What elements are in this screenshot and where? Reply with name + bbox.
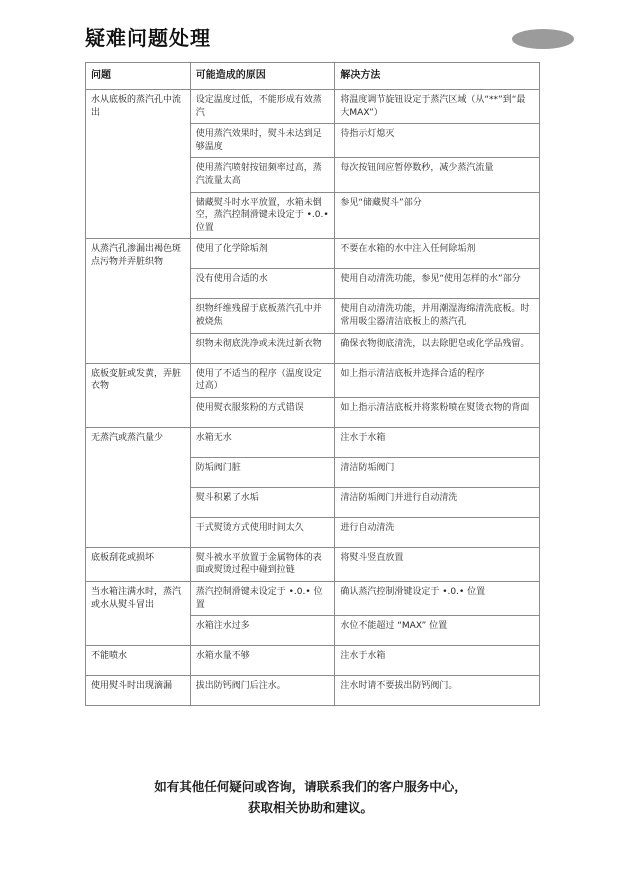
problem-cell: 不能喷水: [86, 646, 191, 676]
solution-cell: 清洁防垢阀门: [335, 457, 540, 487]
problem-cell: 底板变脏或发黄，弄脏衣物: [86, 363, 191, 427]
problem-cell: 使用熨斗时出现滴漏: [86, 676, 191, 706]
table-row: [86, 363, 540, 397]
solution-cell: 注水于水箱: [335, 646, 540, 676]
troubleshooting-table: [85, 62, 540, 706]
problem-cell: 水从底板的蒸汽孔中流出: [86, 90, 191, 239]
decoration-oval: [512, 29, 574, 49]
table-row: [86, 239, 540, 269]
cause-cell: 水箱无水: [190, 427, 335, 457]
solution-cell: 参见“储藏熨斗”部分: [335, 192, 540, 239]
cause-cell: 使用了不适当的程序（温度设定过高）: [190, 363, 335, 397]
solution-cell: 将温度调节旋钮设定于蒸汽区域（从“**”到“最大MAX”）: [335, 90, 540, 124]
column-header-problem: 问题: [86, 63, 191, 90]
solution-cell: 使用自动清洗功能，并用潮湿海绵清洗底板。时常用吸尘器清洁底板上的蒸汽孔: [335, 299, 540, 333]
solution-cell: 如上指示清洁底板并选择合适的程序: [335, 363, 540, 397]
cause-cell: 使用蒸汽效果时，熨斗未达到足够温度: [190, 124, 335, 158]
column-header-cause: 可能造成的原因: [190, 63, 335, 90]
cause-cell: 储藏熨斗时水平放置，水箱未倒空，蒸汽控制滑键未设定于 •.0.• 位置: [190, 192, 335, 239]
page-title: 疑难问题处理: [85, 26, 211, 50]
solution-cell: 待指示灯熄灭: [335, 124, 540, 158]
table-row: [86, 676, 540, 706]
cause-cell: 水箱水量不够: [190, 646, 335, 676]
cause-cell: 熨斗积累了水垢: [190, 487, 335, 517]
solution-cell: 注水时请不要拔出防钙阀门。: [335, 676, 540, 706]
solution-cell: 注水于水箱: [335, 427, 540, 457]
cause-cell: 没有使用合适的水: [190, 269, 335, 299]
footer-line-1: 如有其他任何疑问或咨询，请联系我们的客户服务中心，: [154, 779, 467, 794]
solution-cell: 确认蒸汽控制滑键设定于 •.0.• 位置: [335, 581, 540, 615]
cause-cell: 织物纤维残留于底板蒸汽孔中并被烧焦: [190, 299, 335, 333]
table-row: [86, 90, 540, 124]
problem-cell: 无蒸汽或蒸汽量少: [86, 427, 191, 547]
table-row: [86, 427, 540, 457]
problem-cell: 底板刮花或损坏: [86, 547, 191, 581]
cause-cell: 防垢阀门脏: [190, 457, 335, 487]
cause-cell: 使用了化学除垢剂: [190, 239, 335, 269]
cause-cell: 使用熨衣服浆粉的方式错误: [190, 397, 335, 427]
solution-cell: 水位不能超过 “MAX” 位置: [335, 616, 540, 646]
cause-cell: 织物未彻底洗净或未洗过新衣物: [190, 333, 335, 363]
cause-cell: 熨斗被水平放置于金属物体的表面或熨烫过程中碰到拉链: [190, 547, 335, 581]
cause-cell: 设定温度过低，不能形成有效蒸汽: [190, 90, 335, 124]
cause-cell: 使用蒸汽喷射按钮频率过高，蒸汽流量太高: [190, 158, 335, 192]
cause-cell: 拔出防钙阀门后注水。: [190, 676, 335, 706]
cause-cell: 蒸汽控制滑键未设定于 •.0.• 位置: [190, 581, 335, 615]
solution-cell: 如上指示清洁底板并将浆粉喷在熨烫衣物的背面: [335, 397, 540, 427]
solution-cell: 使用自动清洗功能，参见“使用怎样的水”部分: [335, 269, 540, 299]
solution-cell: 清洁防垢阀门并进行自动清洗: [335, 487, 540, 517]
table-header-row: [86, 63, 540, 90]
cause-cell: 水箱注水过多: [190, 616, 335, 646]
cause-cell: 干式熨烫方式使用时间太久: [190, 517, 335, 547]
footer-line-2: 获取相关协助和建议。: [247, 800, 373, 816]
solution-cell: 确保衣物彻底清洗，以去除肥皂或化学品残留。: [335, 333, 540, 363]
table-row: [86, 581, 540, 615]
solution-cell: 进行自动清洗: [335, 517, 540, 547]
solution-cell: 将熨斗竖直放置: [335, 547, 540, 581]
solution-cell: 不要在水箱的水中注入任何除垢剂: [335, 239, 540, 269]
table-row: [86, 547, 540, 581]
column-header-solution: 解决方法: [335, 63, 540, 90]
problem-cell: 当水箱注满水时，蒸汽或水从熨斗冒出: [86, 581, 191, 645]
table-row: [86, 646, 540, 676]
solution-cell: 每次按钮间应暂停数秒，减少蒸汽流量: [335, 158, 540, 192]
footer-note: [0, 776, 621, 819]
table-body: [86, 90, 540, 706]
problem-cell: 从蒸汽孔渗漏出褐色斑点污物并弄脏织物: [86, 239, 191, 363]
